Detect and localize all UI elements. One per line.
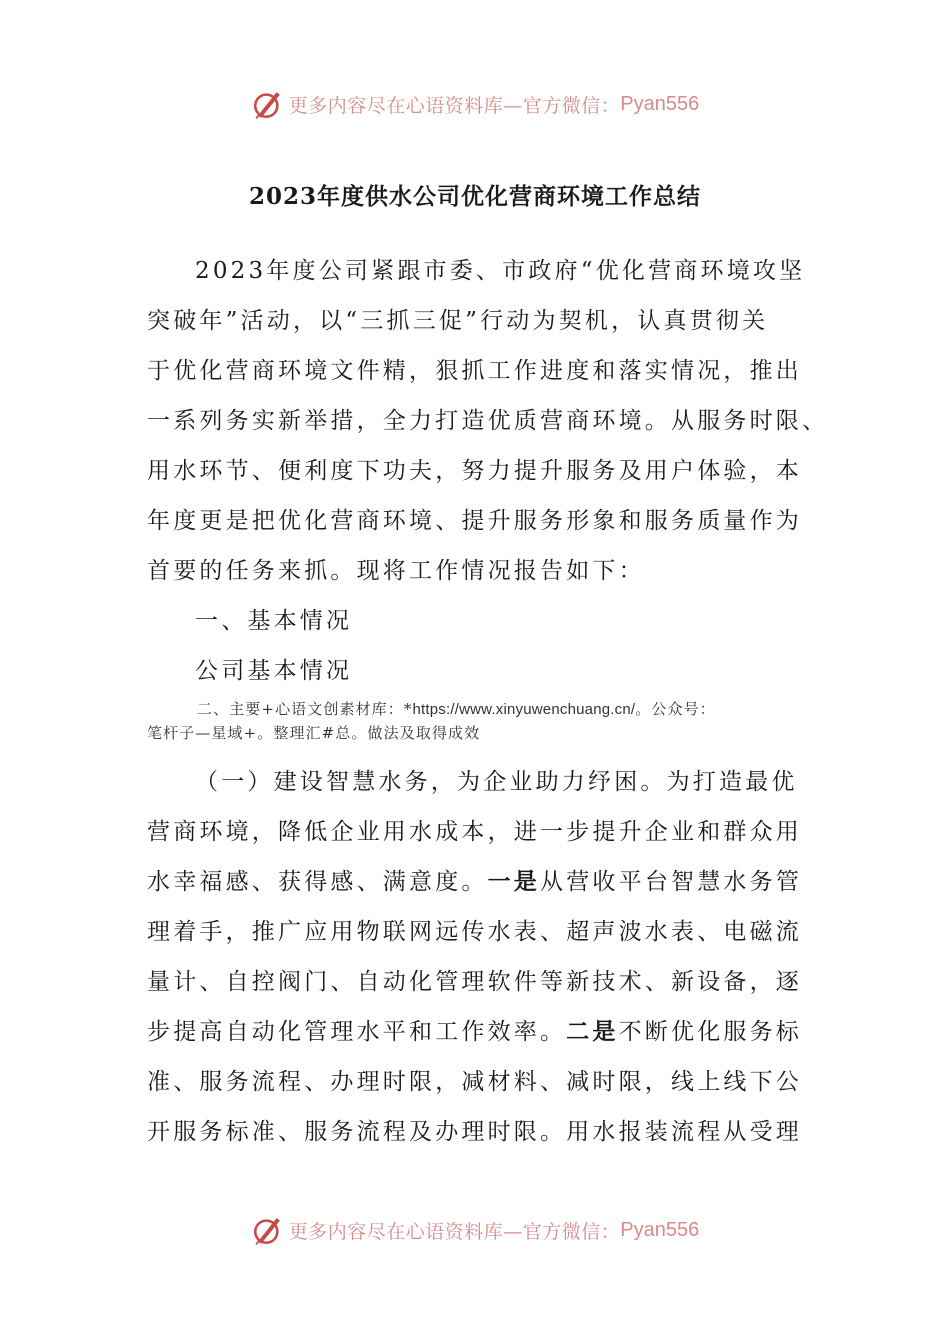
banner-wechat-id: Pyan556 bbox=[620, 92, 700, 115]
paragraph-line: 开服务标准、服务流程及办理时限。用水报装流程从受理 bbox=[147, 1119, 802, 1145]
paragraph-line: 用水环节、便利度下功夫，努力提升服务及用户体验，本 bbox=[147, 458, 802, 484]
bold-marker-first: 一是 bbox=[487, 868, 541, 895]
paragraph-line: 2023年度公司紧跟市委、市政府“优化营商环境攻坚 bbox=[195, 258, 806, 284]
paragraph-line: 理着手，推广应用物联网远传水表、超声波水表、电磁流 bbox=[147, 919, 802, 945]
paragraph-line: 首要的任务来抓。现将工作情况报告如下： bbox=[147, 558, 645, 584]
paragraph-line: 营商环境，降低企业用水成本，进一步提升企业和群众用 bbox=[147, 819, 802, 845]
paragraph-line: 于优化营商环境文件精，狠抓工作进度和落实情况，推出 bbox=[147, 358, 802, 384]
paragraph-line bbox=[147, 857, 803, 907]
paragraph-line: 量计、自控阀门、自动化管理软件等新技术、新设备，逐 bbox=[147, 969, 802, 995]
basic-info-line: 公司基本情况 bbox=[195, 658, 353, 684]
banner-wechat-id: Pyan556 bbox=[620, 1218, 700, 1241]
heading-text: 。公众号： bbox=[635, 700, 716, 718]
quill-pen-logo-icon bbox=[251, 87, 285, 121]
paragraph-line: 一系列务实新举措，全力打造优质营商环境。从服务时限、 bbox=[147, 408, 829, 434]
text-run: 不断优化服务标 bbox=[618, 1019, 803, 1045]
section-heading-main-practices-line2: 笔杆子—星域+。整理汇#总。做法及取得成效 bbox=[147, 724, 481, 742]
paragraph-line: 准、服务流程、办理时限，减材料、减时限，线上线下公 bbox=[147, 1069, 802, 1095]
paragraph-line: （一）建设智慧水务，为企业助力纾困。为打造最优 bbox=[195, 769, 798, 795]
source-url-link[interactable]: https://www.xinyuwenchuang.cn/ bbox=[412, 701, 636, 718]
document-body bbox=[147, 246, 829, 1157]
section-heading-basic: 一、基本情况 bbox=[195, 608, 353, 634]
heading-text: 二、主要+心语文创素材库：* bbox=[197, 700, 413, 718]
paragraph-line bbox=[147, 1007, 803, 1057]
paragraph-line: 年度更是把优化营商环境、提升服务形象和服务质量作为 bbox=[147, 508, 802, 534]
text-run: 步提高自动化管理水平和工作效率。 bbox=[147, 1019, 567, 1045]
paragraph-line: 突破年”活动，以“三抓三促”行动为契机，认真贯彻关 bbox=[147, 308, 769, 334]
banner-text: 更多内容尽在心语资料库—官方微信： bbox=[288, 1220, 621, 1243]
footer-watermark-banner bbox=[0, 1210, 950, 1250]
text-run: 从营收平台智慧水务管 bbox=[540, 869, 803, 895]
banner-text: 更多内容尽在心语资料库—官方微信： bbox=[288, 94, 621, 117]
bold-marker-second: 二是 bbox=[566, 1018, 619, 1045]
section-heading-main-practices bbox=[147, 697, 797, 721]
document-title: 2023年度供水公司优化营商环境工作总结 bbox=[248, 183, 701, 210]
header-watermark-banner bbox=[0, 84, 950, 124]
text-run: 水幸福感、获得感、满意度。 bbox=[147, 869, 488, 895]
quill-pen-logo-icon bbox=[251, 1213, 285, 1247]
